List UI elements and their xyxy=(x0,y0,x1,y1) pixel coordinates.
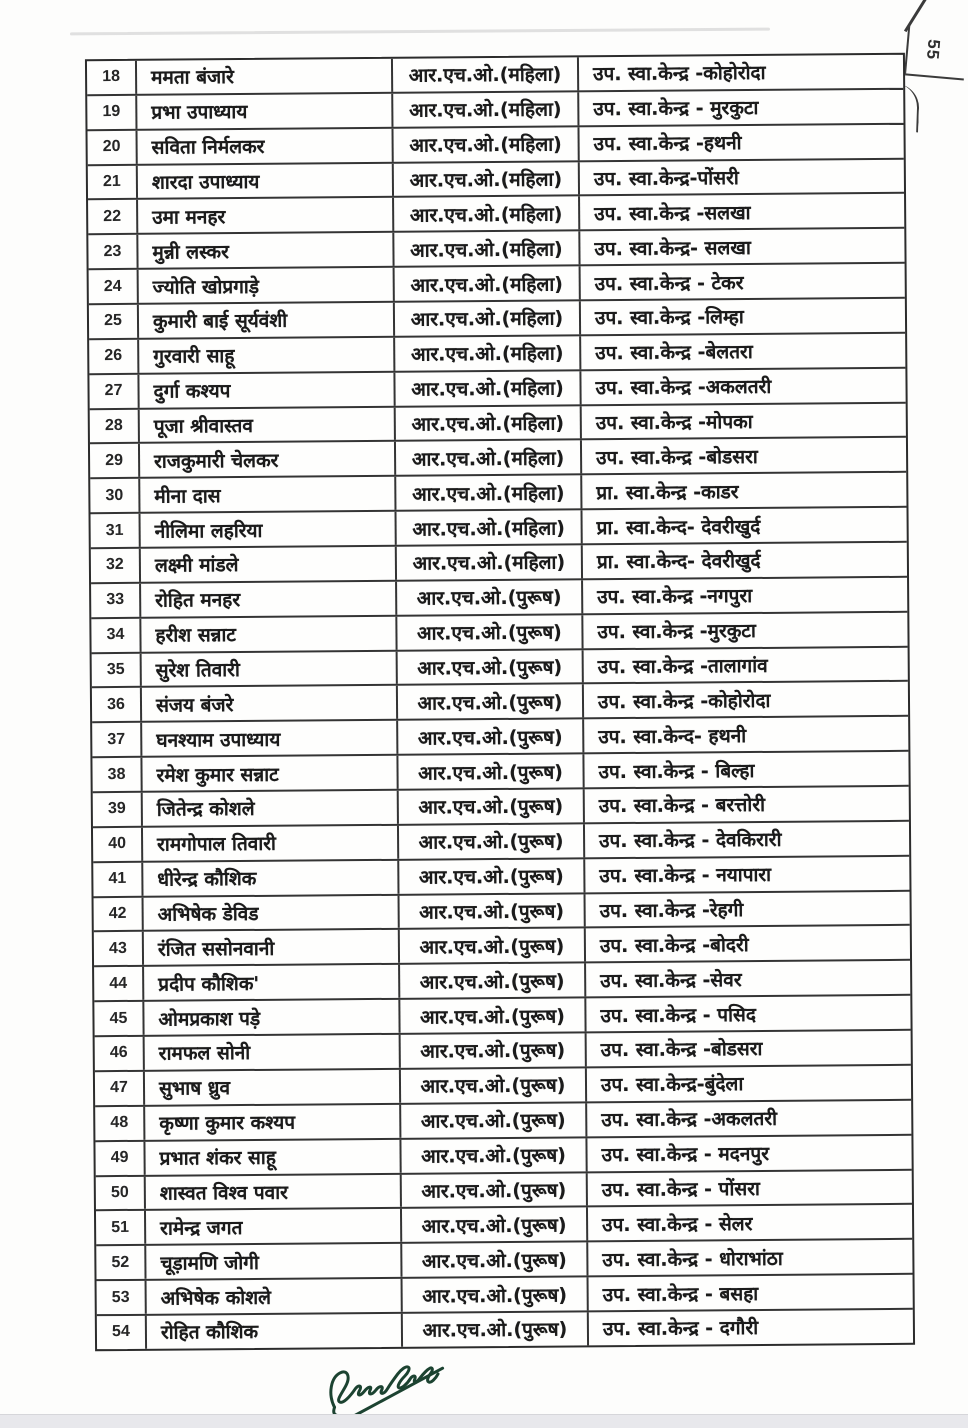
serial-number-cell: 26 xyxy=(89,340,139,373)
health-center-cell: उप. स्वा.केन्द्र -अकलतरी xyxy=(601,1108,778,1132)
employee-name-cell: पूजा श्रीवास्तव xyxy=(140,407,396,442)
serial-number-cell: 49 xyxy=(95,1141,145,1174)
health-center-cell: उप. स्वा.केन्द्र - बिल्हा xyxy=(598,759,755,783)
health-center-cell: उप. स्वा.केन्द्र -बेलतरा xyxy=(595,341,753,365)
employee-name-cell: ज्योति खोप्रगाड़े xyxy=(139,268,395,303)
serial-number-cell: 45 xyxy=(94,1002,144,1035)
designation-cell: आर.एच.ओ.(पुरूष) xyxy=(397,580,583,614)
health-center-cell: उप. स्वा.केन्द्र - पोंसरा xyxy=(601,1177,760,1202)
employee-name-cell: ममता बंजारे xyxy=(137,59,393,94)
health-center-cell: उप. स्वा.केन्द्र - पसिद xyxy=(600,1003,757,1027)
designation-cell: आर.एच.ओ.(महिला) xyxy=(394,162,580,196)
employee-name-cell: कृष्णा कुमार कश्यप xyxy=(145,1105,401,1140)
employee-name-cell: घनश्याम उपाध्याय xyxy=(142,721,398,756)
health-center-cell: उप. स्वा.केन्द्र -तालागांव xyxy=(597,654,768,679)
health-center-cell: उप. स्वा.केन्द्र - देवकिरारी xyxy=(599,829,782,853)
health-center-cell: उप. स्वा.केन्द्र -कोहोरोदा xyxy=(592,62,766,86)
serial-number-cell: 46 xyxy=(95,1037,145,1070)
serial-number-cell: 48 xyxy=(95,1107,145,1140)
designation-cell: आर.एच.ओ.(महिला) xyxy=(397,511,583,545)
health-center-cell: उप. स्वा.केन्द्र - नयापारा xyxy=(599,864,772,888)
table-row xyxy=(97,1310,913,1349)
designation-cell: आर.एच.ओ.(महिला) xyxy=(395,371,581,405)
designation-cell: आर.एच.ओ.(पुरूष) xyxy=(402,1243,588,1277)
health-center-cell: उप. स्वा.केन्द्र - सेलर xyxy=(602,1212,753,1236)
employee-name-cell: ओमप्रकाश पड़े xyxy=(144,1000,400,1035)
designation-cell: आर.एच.ओ.(पुरूष) xyxy=(400,929,586,963)
employee-name-cell: शास्वत विश्व पवार xyxy=(146,1174,402,1209)
health-center-cell: प्रा. स्वा.केन्द्र -काडर xyxy=(596,480,739,504)
health-center-cell: उप. स्वा.केन्द्र -बोडसरा xyxy=(600,1038,763,1062)
serial-number-cell: 39 xyxy=(93,793,143,826)
designation-cell: आर.एच.ओ.(पुरूष) xyxy=(400,964,586,998)
serial-number-cell: 18 xyxy=(87,61,137,94)
serial-number-cell: 44 xyxy=(94,967,144,1000)
employee-name-cell: रोहित मनहर xyxy=(141,582,397,617)
designation-cell: आर.एच.ओ.(पुरूष) xyxy=(398,755,584,789)
serial-number-cell: 19 xyxy=(87,96,137,129)
health-center-cell: उप. स्वा.केन्द्र -मोपका xyxy=(595,411,753,435)
designation-cell: आर.एच.ओ.(पुरूष) xyxy=(399,789,585,823)
employee-name-cell: मीना दास xyxy=(140,477,396,512)
serial-number-cell: 38 xyxy=(92,758,142,791)
health-center-cell: उप. स्वा.केन्द्र -अकलतरी xyxy=(595,376,772,400)
employee-name-cell: रंजित ससोनवानी xyxy=(144,930,400,965)
health-center-cell: उप. स्वा.केन्द्र - धोराभांठा xyxy=(602,1247,783,1271)
designation-cell: आर.एच.ओ.(महिला) xyxy=(396,441,582,475)
designation-cell: आर.एच.ओ.(महिला) xyxy=(396,406,582,440)
employee-name-cell: सुरेश तिवारी xyxy=(142,651,398,686)
designation-cell: आर.एच.ओ.(महिला) xyxy=(393,127,579,161)
serial-number-cell: 50 xyxy=(96,1176,146,1209)
designation-cell: आर.एच.ओ.(महिला) xyxy=(394,197,580,231)
serial-number-cell: 33 xyxy=(91,584,141,617)
employee-name-cell: सुभाष ध्रुव xyxy=(145,1070,401,1105)
scan-artifact-line xyxy=(70,28,770,36)
health-center-cell: उप. स्वा.केन्द्र - मदनपुर xyxy=(601,1142,770,1167)
designation-cell: आर.एच.ओ.(पुरूष) xyxy=(401,1138,587,1172)
serial-number-cell: 35 xyxy=(92,653,142,686)
serial-number-cell: 41 xyxy=(93,863,143,896)
designation-cell: आर.एच.ओ.(पुरूष) xyxy=(401,1068,587,1102)
serial-number-cell: 37 xyxy=(92,723,142,756)
health-center-cell: उप. स्वा.केन्द्र -सलखा xyxy=(594,201,751,226)
health-center-cell: उप. स्वा.केन्द्र -बोडसरा xyxy=(596,445,758,470)
designation-cell: आर.एच.ओ.(पुरूष) xyxy=(400,999,586,1033)
designation-cell: आर.एच.ओ.(पुरूष) xyxy=(398,650,584,684)
health-center-cell: उप. स्वा.केन्द्र - टेकर xyxy=(594,271,744,295)
employee-name-cell: जितेन्द्र कोशले xyxy=(143,791,399,826)
designation-cell: आर.एच.ओ.(पुरूष) xyxy=(400,894,586,928)
employee-name-cell: रामफल सोनी xyxy=(145,1035,401,1070)
health-center-cell: उप. स्वा.केन्द्र -मुरकुटा xyxy=(597,620,756,644)
employee-name-cell: दुर्गा कश्यप xyxy=(139,373,395,408)
employee-name-cell: सविता निर्मलकर xyxy=(138,129,394,164)
employee-name-cell: संजय बंजरे xyxy=(142,686,398,721)
health-center-cell: उप. स्वा.केन्द्र - बसहा xyxy=(602,1282,759,1306)
serial-number-cell: 47 xyxy=(95,1072,145,1105)
health-center-cell: उप. स्वा.केन्द्र -नगपुरा xyxy=(597,585,753,609)
serial-number-cell: 29 xyxy=(90,444,140,477)
serial-number-cell: 21 xyxy=(88,165,138,198)
employee-name-cell: हरीश सन्नाट xyxy=(141,617,397,652)
staff-roster-table xyxy=(85,53,915,1351)
designation-cell: आर.एच.ओ.(महिला) xyxy=(395,301,581,335)
designation-cell: आर.एच.ओ.(पुरूष) xyxy=(399,859,585,893)
employee-name-cell: शारदा उपाध्याय xyxy=(138,163,394,198)
employee-name-cell: राजकुमारी चेलकर xyxy=(140,442,396,477)
designation-cell: आर.एच.ओ.(महिला) xyxy=(393,57,579,91)
employee-name-cell: नीलिमा लहरिया xyxy=(141,512,397,547)
health-center-cell: उप. स्वा.केन्द्र - मुरकुटा xyxy=(593,97,759,121)
scanner-edge-strip xyxy=(0,1414,968,1428)
designation-cell: आर.एच.ओ.(पुरूष) xyxy=(402,1173,588,1207)
designation-cell: आर.एच.ओ.(पुरूष) xyxy=(399,824,585,858)
serial-number-cell: 31 xyxy=(91,514,141,547)
health-center-cell: उप. स्वा.केन्द्र - बरत्तोरी xyxy=(598,794,766,818)
serial-number-cell: 20 xyxy=(88,131,138,164)
page-number-box xyxy=(904,25,968,80)
employee-name-cell: चूड़ामणि जोगी xyxy=(146,1244,402,1279)
serial-number-cell: 23 xyxy=(88,235,138,268)
serial-number-cell: 43 xyxy=(94,932,144,965)
employee-name-cell: मुन्नी लस्कर xyxy=(138,233,394,268)
health-center-cell: प्रा. स्वा.केन्द- देवरीखुर्द xyxy=(596,515,761,539)
serial-number-cell: 36 xyxy=(92,688,142,721)
designation-cell: आर.एच.ओ.(महिला) xyxy=(394,232,580,266)
employee-name-cell: रामगोपाल तिवारी xyxy=(143,826,399,861)
health-center-cell: उप. स्वा.केन्द्र - दगौरी xyxy=(602,1317,759,1341)
health-center-cell: उप. स्वा.केन्द्र- सलखा xyxy=(594,236,751,260)
designation-cell: आर.एच.ओ.(पुरूष) xyxy=(402,1208,588,1242)
serial-number-cell: 24 xyxy=(89,270,139,303)
designation-cell: आर.एच.ओ.(पुरूष) xyxy=(398,685,584,719)
employee-name-cell: अभिषेक डेविड xyxy=(144,895,400,930)
serial-number-cell: 28 xyxy=(90,409,140,442)
designation-cell: आर.एच.ओ.(पुरूष) xyxy=(401,1033,587,1067)
serial-number-cell: 42 xyxy=(94,897,144,930)
health-center-cell: उप. स्वा.केन्द्र -हथनी xyxy=(593,132,742,156)
health-center-cell: उप. स्वा.केन्द्र -बोदरी xyxy=(599,933,749,958)
health-center-cell: उप. स्वा.केन्द्र -कोहोरोदा xyxy=(597,689,771,714)
employee-name-cell: उमा मनहर xyxy=(138,198,394,233)
employee-name-cell: प्रभा उपाध्याय xyxy=(137,94,393,129)
serial-number-cell: 40 xyxy=(93,828,143,861)
employee-name-cell: रमेश कुमार सन्नाट xyxy=(142,756,398,791)
designation-cell: आर.एच.ओ.(पुरूष) xyxy=(397,615,583,649)
page-number: 55 xyxy=(922,38,944,61)
designation-cell: आर.एच.ओ.(महिला) xyxy=(396,476,582,510)
health-center-cell: उप. स्वा.केन्द्र-पोंसरी xyxy=(593,167,739,191)
serial-number-cell: 54 xyxy=(97,1316,147,1349)
designation-cell: आर.एच.ओ.(महिला) xyxy=(395,267,581,301)
employee-name-cell: रोहित कौशिक xyxy=(147,1314,403,1349)
serial-number-cell: 32 xyxy=(91,549,141,582)
designation-cell: आर.एच.ओ.(पुरूष) xyxy=(403,1277,589,1311)
designation-cell: आर.एच.ओ.(महिला) xyxy=(393,92,579,126)
designation-cell: आर.एच.ओ.(पुरूष) xyxy=(398,720,584,754)
designation-cell: आर.एच.ओ.(पुरूष) xyxy=(403,1312,589,1346)
health-center-cell: उप. स्वा.केन्द्र-बुंदेला xyxy=(600,1073,744,1097)
employee-name-cell: अभिषेक कोशले xyxy=(147,1279,403,1314)
health-center-cell: उप. स्वा.केन्द्र -रेहगी xyxy=(599,899,744,923)
serial-number-cell: 25 xyxy=(89,305,139,338)
designation-cell: आर.एच.ओ.(महिला) xyxy=(397,545,583,579)
serial-number-cell: 34 xyxy=(91,619,141,652)
employee-name-cell: कुमारी बाई सूर्यवंशी xyxy=(139,303,395,338)
serial-number-cell: 53 xyxy=(97,1281,147,1314)
employee-name-cell: प्रभात शंकर साहू xyxy=(145,1139,401,1174)
designation-cell: आर.एच.ओ.(पुरूष) xyxy=(401,1103,587,1137)
serial-number-cell: 22 xyxy=(88,200,138,233)
serial-number-cell: 27 xyxy=(89,375,139,408)
designation-cell: आर.एच.ओ.(महिला) xyxy=(395,336,581,370)
employee-name-cell: रामेन्द्र जगत xyxy=(146,1209,402,1244)
serial-number-cell: 30 xyxy=(90,479,140,512)
employee-name-cell: प्रदीप कौशिक' xyxy=(144,965,400,1000)
health-center-cell: उप. स्वा.केन्द- हथनी xyxy=(598,724,747,748)
employee-name-cell: गुरवारी साहू xyxy=(139,338,395,373)
health-center-cell: उप. स्वा.केन्द्र -लिम्हा xyxy=(594,306,744,330)
health-center-cell: उप. स्वा.केन्द्र -सेवर xyxy=(600,968,742,992)
serial-number-cell: 52 xyxy=(96,1246,146,1279)
health-center-cell: प्रा. स्वा.केन्द- देवरीखुर्द xyxy=(596,550,761,574)
employee-name-cell: धीरेन्द्र कौशिक xyxy=(143,861,399,896)
serial-number-cell: 51 xyxy=(96,1211,146,1244)
employee-name-cell: लक्ष्मी मांडले xyxy=(141,547,397,582)
